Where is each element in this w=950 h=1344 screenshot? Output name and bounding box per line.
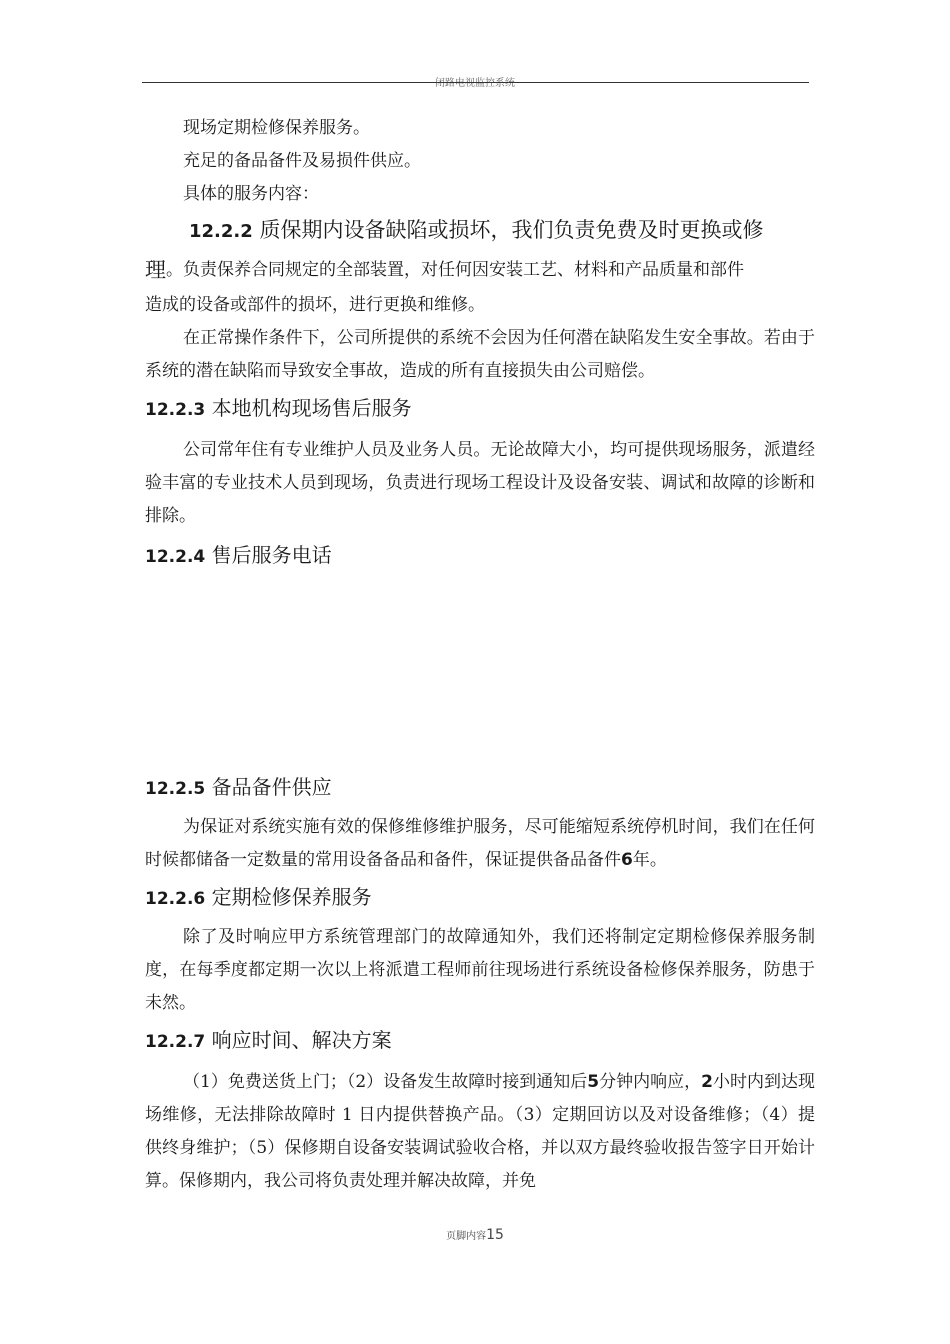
minutes-value: 5 bbox=[587, 1072, 600, 1092]
paragraph-12-2-6: 除了及时响应甲方系统管理部门的故障通知外，我们还将制定定期检修保养服务制度，在每季度都定期一次以上将派遣工程师前往现场进行系统设备检修保养服务，防患于未然。 bbox=[145, 927, 815, 1013]
paragraph-12-2-2-safety: 在正常操作条件下，公司所提供的系统不会因为任何潜在缺陷发生安全事故。若由于系统的潜在缺陷而导致安全事故，造成的所有直接损失由公司赔偿。 bbox=[145, 328, 815, 381]
text-run: 年。 bbox=[632, 850, 667, 870]
paragraph-12-2-2-second: 造成的设备或部件的损坏，进行更换和维修。 bbox=[145, 295, 485, 315]
text-run: （1）免费送货上门；（2）设备发生故障时接到通知后 bbox=[183, 1072, 588, 1092]
hours-value: 2 bbox=[701, 1072, 713, 1092]
footer-label: 页脚内容 bbox=[446, 1231, 487, 1242]
years-value: 6 bbox=[621, 850, 633, 870]
paragraph-12-2-2-first: 。负责保养合同规定的全部装置，对任何因安装工艺、材料和产品质量和部件 bbox=[166, 260, 744, 280]
heading-12-2-2-continuation bbox=[145, 255, 815, 285]
heading-title: 售后服务电话 bbox=[211, 543, 332, 567]
heading-title-cont: 理 bbox=[145, 258, 166, 282]
heading-12-2-2 bbox=[145, 211, 815, 251]
heading-number: 12.2.7 bbox=[145, 1032, 206, 1052]
heading-number: 12.2.5 bbox=[145, 779, 206, 799]
heading-12-2-3 bbox=[145, 388, 815, 430]
heading-12-2-4 bbox=[145, 535, 815, 577]
heading-number: 12.2.3 bbox=[145, 400, 206, 420]
heading-title: 响应时间、解决方案 bbox=[211, 1028, 392, 1052]
header-rule bbox=[142, 82, 809, 83]
heading-number: 12.2.6 bbox=[145, 889, 206, 909]
text-run: 小时内到达现场维修，无法排除故障时 1 日内提供替换产品。（3）定期回访以及对设备维修；（4）提供终身维护；（5）保修期自设备安装调试验收合格，并以双方最终验收报告签字日开始计算。保修期内，我公司将负责处理并解决故障，并免 bbox=[145, 1072, 816, 1191]
document-body bbox=[145, 112, 815, 1198]
running-header: 闭路电视监控系统 bbox=[435, 78, 515, 89]
blank-space bbox=[145, 577, 815, 767]
page-footer bbox=[0, 1224, 950, 1243]
heading-title: 备品备件供应 bbox=[211, 775, 332, 799]
heading-number: 12.2.4 bbox=[145, 547, 206, 567]
text-run: 分钟内响应， bbox=[599, 1072, 702, 1092]
paragraph-12-2-5 bbox=[145, 811, 815, 877]
heading-title: 质保期内设备缺陷或损坏，我们负责免费及时更换或修 bbox=[259, 218, 764, 242]
intro-line-3: 具体的服务内容： bbox=[183, 184, 319, 204]
heading-title: 本地机构现场售后服务 bbox=[211, 396, 412, 420]
text-run: 为保证对系统实施有效的保修维修维护服务，尽可能缩短系统停机时间，我们在任何时候都储备一定数量的常用设备备品和备件，保证提供备品备件 bbox=[145, 817, 815, 870]
paragraph-12-2-7 bbox=[145, 1066, 815, 1198]
intro-line-1: 现场定期检修保养服务。 bbox=[183, 118, 370, 138]
intro-line-2: 充足的备品备件及易损件供应。 bbox=[183, 151, 421, 171]
heading-12-2-7 bbox=[145, 1020, 815, 1062]
page-number: 15 bbox=[486, 1227, 504, 1243]
heading-number: 12.2.2 bbox=[189, 221, 253, 242]
paragraph-12-2-3: 公司常年住有专业维护人员及业务人员。无论故障大小，均可提供现场服务，派遣经验丰富的专业技术人员到现场，负责进行现场工程设计及设备安装、调试和故障的诊断和排除。 bbox=[145, 440, 815, 526]
heading-12-2-5 bbox=[145, 767, 815, 809]
heading-12-2-6 bbox=[145, 877, 815, 919]
heading-title: 定期检修保养服务 bbox=[211, 885, 372, 909]
